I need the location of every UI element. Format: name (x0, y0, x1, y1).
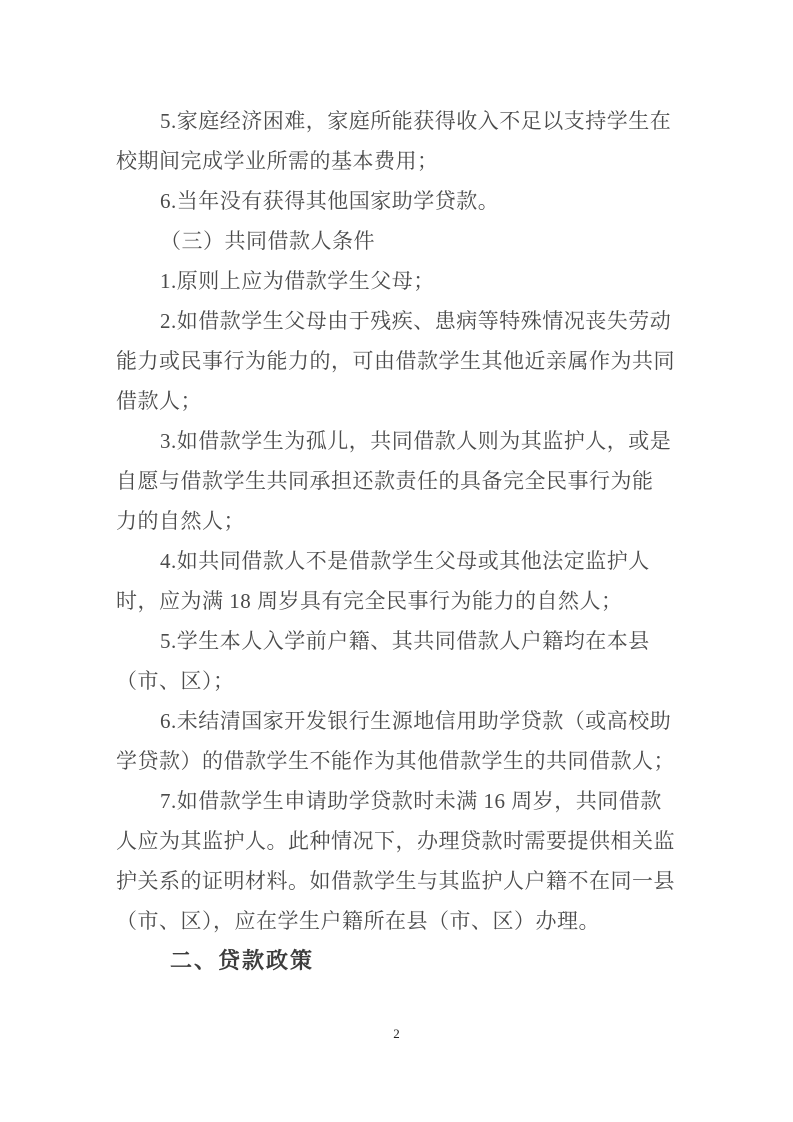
text-line: （市、区），应在学生户籍所在县（市、区）办理。 (116, 909, 600, 933)
text-line: 5.家庭经济困难，家庭所能获得收入不足以支持学生在 (160, 109, 672, 133)
text-line: 2.如借款学生父母由于残疾、患病等特殊情况丧失劳动 (160, 309, 672, 333)
text-line: 护关系的证明材料。如借款学生与其监护人户籍不在同一县 (116, 869, 675, 893)
text-line: 7.如借款学生申请助学贷款时未满 16 周岁，共同借款 (160, 789, 662, 813)
text-line: （市、区）； (116, 669, 235, 693)
text-line: 学贷款）的借款学生不能作为其他借款学生的共同借款人； (116, 749, 675, 773)
text-line: 3.如借款学生为孤儿，共同借款人则为其监护人，或是 (160, 429, 672, 453)
text-line: 时，应为满 18 周岁具有完全民事行为能力的自然人； (116, 589, 623, 613)
text-line: 能力或民事行为能力的，可由借款学生其他近亲属作为共同 (116, 349, 675, 373)
text-line: 5.学生本人入学前户籍、其共同借款人户籍均在本县 (160, 629, 650, 653)
page-number: 2 (393, 1026, 400, 1041)
paragraph (116, 621, 682, 701)
text-line: 力的自然人； (116, 509, 245, 533)
text-line: 二、贷款政策 (170, 948, 315, 973)
text-line: 借款人； (116, 389, 202, 413)
text-line: （三）共同借款人条件 (160, 229, 375, 253)
section-heading (116, 941, 682, 981)
paragraph (116, 261, 682, 301)
paragraph (116, 421, 682, 541)
text-line: 校期间完成学业所需的基本费用； (116, 149, 439, 173)
paragraph (116, 181, 682, 221)
text-line: 6.未结清国家开发银行生源地信用助学贷款（或高校助 (160, 709, 672, 733)
paragraph (116, 541, 682, 621)
text-line: 自愿与借款学生共同承担还款责任的具备完全民事行为能 (116, 469, 654, 493)
text-line: 4.如共同借款人不是借款学生父母或其他法定监护人 (160, 549, 650, 573)
paragraph (116, 101, 682, 181)
text-line: 1.原则上应为借款学生父母； (160, 269, 435, 293)
document-body (116, 101, 682, 981)
text-line: 人应为其监护人。此种情况下，办理贷款时需要提供相关监 (116, 829, 675, 853)
paragraph (116, 781, 682, 941)
paragraph (116, 221, 682, 261)
paragraph (116, 301, 682, 421)
text-line: 6.当年没有获得其他国家助学贷款。 (160, 189, 500, 213)
paragraph (116, 701, 682, 781)
